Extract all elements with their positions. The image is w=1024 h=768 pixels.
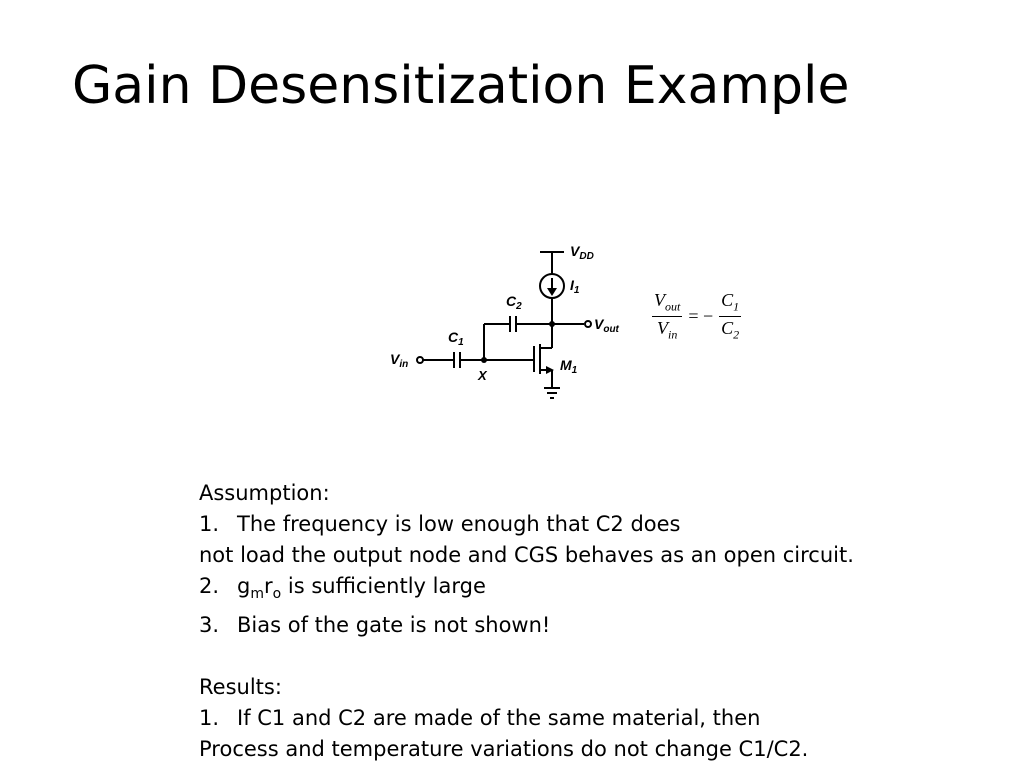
circuit-diagram <box>384 232 634 412</box>
c2-label: $C_2$ <box>506 293 522 312</box>
x-node-label: X <box>478 368 487 383</box>
slide-title: Gain Desensitization Example <box>72 56 850 116</box>
m1-label: $M_1$ <box>560 357 578 376</box>
assumption-1: 1. The frequency is low enough that C2 does <box>199 512 681 536</box>
output-node-dot <box>549 321 555 327</box>
c1-over-c2: $\frac{C_1}{C_2}$ <box>721 290 740 342</box>
vdd-label: $V_{DD}$ <box>570 243 594 262</box>
vin-label: $V_{in}$ <box>390 351 409 370</box>
node-x-dot <box>481 357 487 363</box>
results-heading: Results: <box>199 675 282 700</box>
assumption-3: 3. Bias of the gate is not shown! <box>199 613 551 638</box>
vout-over-vin: $\frac{V_{out}}{V_{in}}$ <box>654 290 681 342</box>
c1-label: $C_1$ <box>448 329 464 348</box>
vout-label: $V_{out}$ <box>594 316 619 335</box>
assumption-heading: Assumption: <box>199 481 330 505</box>
equals-minus: = − <box>688 305 714 326</box>
gain-formula <box>652 290 741 342</box>
assumption-1-continued: not load the output node and CGS behaves as an open circuit. <box>199 543 854 567</box>
notes-block <box>199 478 854 765</box>
assumption-2: 2. $g_mr_o$ is sufficiently large <box>199 574 486 603</box>
result-1-continued: Process and temperature variations do not change C1/C2. <box>199 737 809 762</box>
result-1: 1. If C1 and C2 are made of the same material, then <box>199 706 761 731</box>
i1-label: $I_1$ <box>570 277 580 296</box>
